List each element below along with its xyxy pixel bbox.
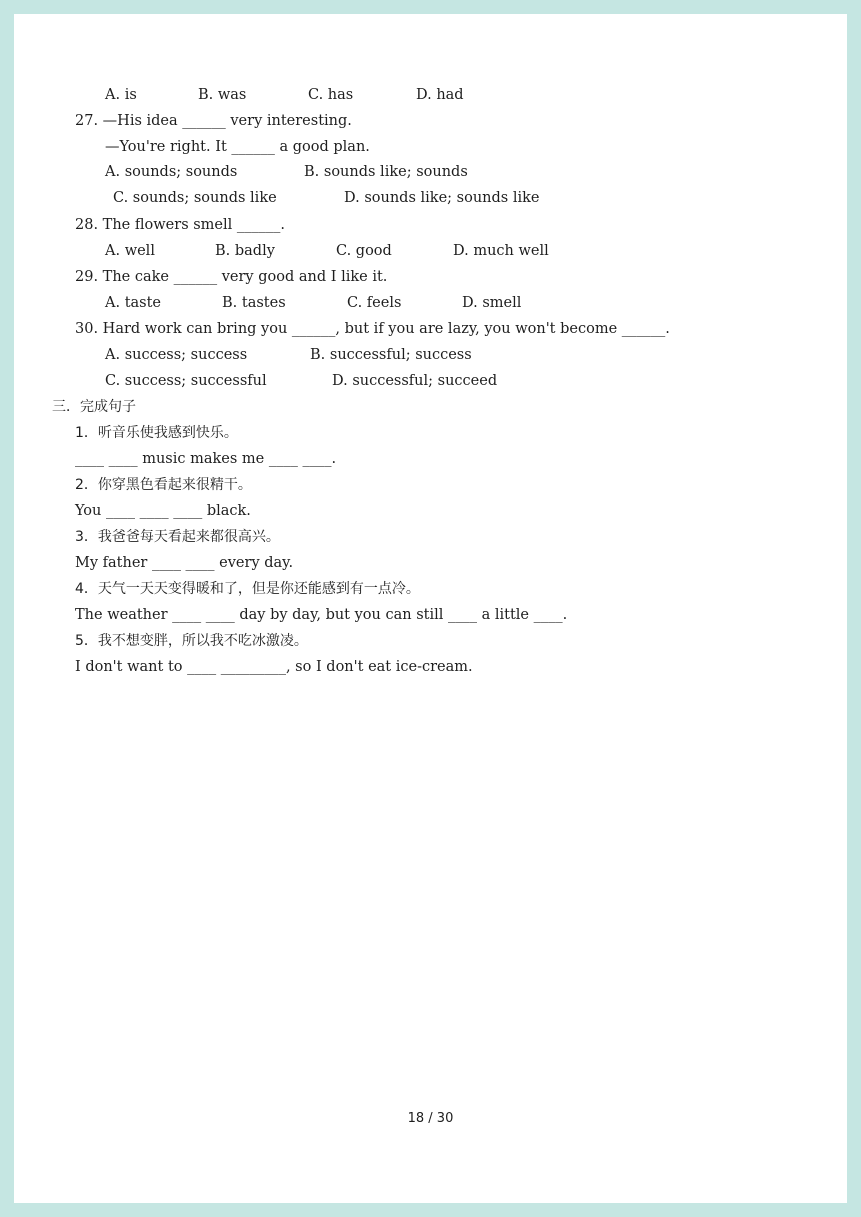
q30-option-c: C. success; successful [105, 373, 267, 389]
q29-option-a: A. taste [105, 295, 162, 311]
sentence-2-english: You ____ ____ ____ black. [75, 503, 251, 519]
section3-heading: 三．完成句子 [52, 399, 136, 415]
sentence-1-chinese: 1．听音乐使我感到快乐。 [75, 425, 238, 441]
sentence-4-english: The weather ____ ____ day by day, but you can still ____ a little ____. [75, 607, 568, 623]
q28-option-a: A. well [105, 243, 155, 259]
q27-reply: —You're right. It ______ a good plan. [105, 139, 370, 155]
q30-option-a: A. success; success [105, 347, 248, 363]
q26-option-c: C. has [308, 87, 354, 103]
q29-stem: 29. The cake ______ very good and I like it. [75, 269, 388, 285]
q30-stem: 30. Hard work can bring you ______, but if you are lazy, you won't become ______. [75, 321, 670, 337]
sentence-5-chinese: 5．我不想变胖，所以我不吃冰激凌。 [75, 633, 308, 649]
q27-option-b: B. sounds like; sounds [304, 164, 468, 180]
q28-option-d: D. much well [453, 243, 549, 259]
q30-option-b: B. successful; success [310, 347, 472, 363]
q28-stem: 28. The flowers smell ______. [75, 217, 286, 233]
q29-option-d: D. smell [462, 295, 522, 311]
sentence-5-english: I don't want to ____ _________, so I don't eat ice-cream. [75, 659, 473, 675]
q27-option-c: C. sounds; sounds like [113, 190, 277, 206]
q29-option-b: B. tastes [222, 295, 286, 311]
sentence-3-english: My father ____ ____ every day. [75, 555, 294, 571]
q26-option-a: A. is [105, 87, 137, 103]
q27-option-a: A. sounds; sounds [105, 164, 238, 180]
document-page [14, 14, 847, 1203]
q27-option-d: D. sounds like; sounds like [344, 190, 540, 206]
sentence-4-chinese: 4．天气一天天变得暖和了，但是你还能感到有一点冷。 [75, 581, 420, 597]
page-number: 18 / 30 [407, 1111, 454, 1126]
q27-stem: 27. —His idea ______ very interesting. [75, 113, 352, 129]
sentence-2-chinese: 2．你穿黑色看起来很精干。 [75, 477, 252, 493]
q28-option-b: B. badly [215, 243, 275, 259]
q30-option-d: D. successful; succeed [332, 373, 498, 389]
q28-option-c: C. good [336, 243, 392, 259]
sentence-1-english: ____ ____ music makes me ____ ____. [75, 451, 337, 467]
q26-option-b: B. was [198, 87, 247, 103]
sentence-3-chinese: 3．我爸爸每天看起来都很高兴。 [75, 529, 280, 545]
q29-option-c: C. feels [347, 295, 402, 311]
q26-option-d: D. had [416, 87, 464, 103]
